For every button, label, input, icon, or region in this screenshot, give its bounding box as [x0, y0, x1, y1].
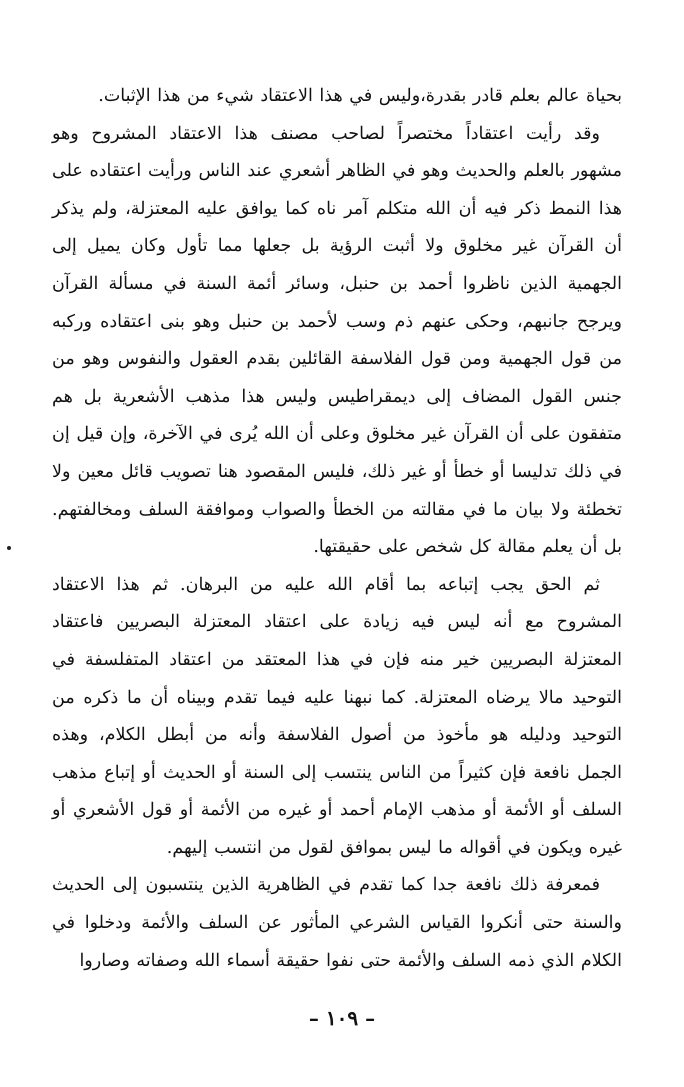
paragraph-1: بحياة عالم بعلم قادر بقدرة،وليس في هذا الاعتقاد شيء من هذا الإثبات.: [98, 86, 622, 106]
margin-dot: [7, 546, 11, 550]
paragraph-2: وقد رأيت اعتقاداً مختصراً لصاحب مصنف هذا الاعتقاد المشروح وهو مشهور بالعلم والحديث وهو في الظاهر أشعري عند الناس ورأيت اعتقاده على هذا النمط ذكر فيه أن الله متكلم آمر ناه كما يوافق عليه المعتزلة، ولم يذكر أن القرآن غير مخلوق ولا أثبت الرؤية بل جعلها مما تأول وكان يميل إلى الجهمية الذين ناظروا أحمد بن حنبل، وسائر أئمة السنة في مسألة القرآن ويرجح جانبهم، وحكى عنهم ذم وسب لأحمد بن حنبل وهو بنى اعتقاده وركبه من قول الجهمية ومن قول الفلاسفة القائلين بقدم العقول والنفوس وهو من جنس القول المضاف إلى ديمقراطيس وليس هذا مذهب الأشعرية بل هم متفقون على أن القرآن غير مخلوق وعلى أن الله يُرى في الآخرة، وإن قيل إن في ذلك تدليسا أو خطأ أو غير ذلك، فليس المقصود هنا تصويب قائل معين ولا تخطئة ولا بيان ما في مقالته من الخطأ والصواب وموافقة السلف ومخالفتهم. بل أن يعلم مقالة كل شخص على حقيقتها.: [52, 123, 622, 558]
page-number: – ١٠٩ –: [308, 1006, 376, 1030]
page-body: [52, 78, 622, 980]
paragraph-3: ثم الحق يجب إتباعه بما أقام الله عليه من البرهان. ثم هذا الاعتقاد المشروح مع أنه ليس فيه زيادة على اعتقاد المعتزلة البصريين فاعتقاد المعتزلة البصريين خير منه فإن في هذا المعتقد من اعتقاد المتفلسفة في التوحيد مالا يرضاه المعتزلة. كما نبهنا عليه فيما تقدم وبيناه أن ما ذكره من التوحيد ودليله هو مأخوذ من أصول الفلاسفة وأنه من أبطل الكلام، وهذه الجمل نافعة فإن كثيراً من الناس ينتسب إلى السنة أو الحديث أو إتباع مذهب السلف أو الأئمة أو مذهب الإمام أحمد أو غيره من الأئمة أو قول الأشعري أو غيره ويكون في أقواله ما ليس بموافق لقول من انتسب إليهم.: [52, 574, 622, 858]
paragraph-4: فمعرفة ذلك نافعة جدا كما تقدم في الظاهرية الذين ينتسبون إلى الحديث والسنة حتى أنكروا القياس الشرعي المأثور عن السلف والأئمة ودخلوا في الكلام الذي ذمه السلف والأئمة حتى نفوا حقيقة أسماء الله وصفاته وصاروا: [52, 875, 622, 971]
